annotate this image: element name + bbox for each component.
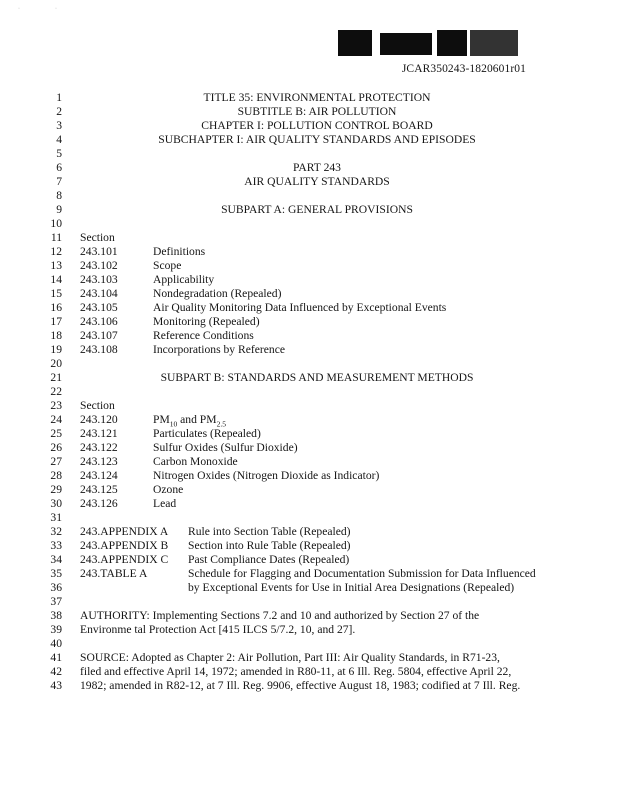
redaction-block (470, 30, 518, 56)
section-number: 243.101 (80, 245, 118, 258)
line-number: 34 (50, 553, 62, 566)
line-number: 12 (50, 245, 62, 258)
appendix-number: 243.APPENDIX B (80, 539, 169, 552)
line-number: 8 (56, 189, 62, 202)
line-number: 5 (56, 147, 62, 160)
section-title: Carbon Monoxide (153, 455, 238, 468)
line-8 (0, 189, 618, 203)
line-29 (0, 483, 618, 497)
line-12 (0, 245, 618, 259)
line-30 (0, 497, 618, 511)
line-number: 20 (50, 357, 62, 370)
table-number: 243.TABLE A (80, 567, 148, 580)
line-number: 43 (50, 679, 62, 692)
line-18 (0, 329, 618, 343)
table-title-continued: by Exceptional Events for Use in Initial Area Designations (Repealed) (188, 581, 515, 594)
line-number: 19 (50, 343, 62, 356)
line-13 (0, 259, 618, 273)
line-number: 33 (50, 539, 62, 552)
section-number: 243.122 (80, 441, 118, 454)
section-number: 243.126 (80, 497, 118, 510)
line-number: 26 (50, 441, 62, 454)
line-40 (0, 637, 618, 651)
section-title: Lead (153, 497, 177, 510)
line-number: 4 (56, 133, 62, 146)
scan-speck: · (55, 6, 57, 12)
line-number: 21 (50, 371, 62, 384)
line-37 (0, 595, 618, 609)
line-number: 31 (50, 511, 62, 524)
line-27 (0, 455, 618, 469)
appendix-number: 243.APPENDIX C (80, 553, 169, 566)
line-5 (0, 147, 618, 161)
section-number: 243.105 (80, 301, 118, 314)
section-number: 243.124 (80, 469, 118, 482)
section-title: Air Quality Monitoring Data Influenced by Exceptional Events (153, 301, 447, 314)
line-number: 3 (56, 119, 62, 132)
section-number: 243.121 (80, 427, 118, 440)
section-title: Sulfur Oxides (Sulfur Dioxide) (153, 441, 298, 454)
line-number: 40 (50, 637, 62, 650)
section-label: Section (80, 399, 115, 412)
section-number: 243.102 (80, 259, 118, 272)
line-23 (0, 399, 618, 413)
line-number: 14 (50, 273, 62, 286)
line-number: 18 (50, 329, 62, 342)
section-title: Nondegradation (Repealed) (153, 287, 282, 300)
line-17 (0, 315, 618, 329)
line-number: 23 (50, 399, 62, 412)
section-title: Particulates (Repealed) (153, 427, 261, 440)
authority-text: Environme tal Protection Act [415 ILCS 5/7.2, 10, and 27]. (80, 623, 356, 636)
line-15 (0, 287, 618, 301)
part-name-heading: AIR QUALITY STANDARDS (244, 175, 390, 188)
line-41 (0, 651, 618, 665)
line-25 (0, 427, 618, 441)
redaction-block (338, 30, 372, 56)
line-3 (0, 119, 618, 133)
line-28 (0, 469, 618, 483)
line-number: 36 (50, 581, 62, 594)
line-number: 41 (50, 651, 62, 664)
line-number: 7 (56, 175, 62, 188)
line-24 (0, 413, 618, 427)
line-33 (0, 539, 618, 553)
line-6 (0, 161, 618, 175)
section-title: Monitoring (Repealed) (153, 315, 260, 328)
line-number: 35 (50, 567, 62, 580)
section-number: 243.106 (80, 315, 118, 328)
section-number: 243.108 (80, 343, 118, 356)
table-title: Schedule for Flagging and Documentation Submission for Data Influenced (188, 567, 536, 580)
line-7 (0, 175, 618, 189)
subpart-b-heading: SUBPART B: STANDARDS AND MEASUREMENT METHODS (160, 371, 474, 384)
section-title: Incorporations by Reference (153, 343, 285, 356)
line-39 (0, 623, 618, 637)
source-text: SOURCE: Adopted as Chapter 2: Air Pollution, Part III: Air Quality Standards, in R71-23, (80, 651, 500, 664)
line-2 (0, 105, 618, 119)
appendix-number: 243.APPENDIX A (80, 525, 169, 538)
section-title: Ozone (153, 483, 184, 496)
line-31 (0, 511, 618, 525)
line-36 (0, 581, 618, 595)
line-19 (0, 343, 618, 357)
line-42 (0, 665, 618, 679)
line-number: 10 (50, 217, 62, 230)
section-title: Nitrogen Oxides (Nitrogen Dioxide as Indicator) (153, 469, 380, 482)
subchapter-heading: SUBCHAPTER I: AIR QUALITY STANDARDS AND EPISODES (158, 133, 476, 146)
line-number: 37 (50, 595, 62, 608)
subpart-a-heading: SUBPART A: GENERAL PROVISIONS (221, 203, 413, 216)
line-20 (0, 357, 618, 371)
line-10 (0, 217, 618, 231)
line-number: 42 (50, 665, 62, 678)
title-heading: TITLE 35: ENVIRONMENTAL PROTECTION (203, 91, 431, 104)
subtitle-heading: SUBTITLE B: AIR POLLUTION (237, 105, 397, 118)
line-35 (0, 567, 618, 581)
line-number: 32 (50, 525, 62, 538)
document-id: JCAR350243-1820601r01 (401, 63, 526, 75)
appendix-title: Rule into Section Table (Repealed) (188, 525, 351, 538)
line-34 (0, 553, 618, 567)
appendix-title: Past Compliance Dates (Repealed) (188, 553, 350, 566)
scan-speck: · (18, 6, 20, 12)
appendix-title: Section into Rule Table (Repealed) (188, 539, 351, 552)
redaction-block (380, 33, 432, 55)
section-title: Definitions (153, 245, 206, 258)
line-number: 30 (50, 497, 62, 510)
section-title: Reference Conditions (153, 329, 254, 342)
line-number: 25 (50, 427, 62, 440)
line-number: 11 (50, 231, 62, 244)
line-number: 39 (50, 623, 62, 636)
line-26 (0, 441, 618, 455)
line-number: 24 (50, 413, 62, 426)
line-number: 13 (50, 259, 62, 272)
section-number: 243.125 (80, 483, 118, 496)
line-number: 28 (50, 469, 62, 482)
source-text: 1982; amended in R82-12, at 7 Ill. Reg. 9906, effective August 18, 1983; codified at 7 Ill. Reg. (80, 679, 521, 692)
line-number: 2 (56, 105, 62, 118)
line-14 (0, 273, 618, 287)
line-number: 15 (50, 287, 62, 300)
source-text: filed and effective April 14, 1972; amended in R80-11, at 6 Ill. Reg. 5804, effective April 22, (80, 665, 512, 678)
section-label: Section (80, 231, 115, 244)
line-21 (0, 371, 618, 385)
line-number: 6 (56, 161, 62, 174)
line-1 (0, 91, 618, 105)
chapter-heading: CHAPTER I: POLLUTION CONTROL BOARD (201, 119, 433, 132)
line-number: 22 (50, 385, 62, 398)
section-number: 243.104 (80, 287, 118, 300)
section-number: 243.123 (80, 455, 118, 468)
line-number: 1 (56, 91, 62, 104)
section-title: Applicability (153, 273, 215, 286)
section-number: 243.120 (80, 413, 118, 426)
line-number: 38 (50, 609, 62, 622)
section-title: Scope (153, 259, 182, 272)
line-4 (0, 133, 618, 147)
line-number: 27 (50, 455, 62, 468)
line-number: 29 (50, 483, 62, 496)
line-32 (0, 525, 618, 539)
part-heading: PART 243 (293, 161, 341, 174)
line-number: 16 (50, 301, 62, 314)
section-title-pm: $PM_{10}$ and $PM_{2.5}$ (153, 413, 226, 429)
line-38 (0, 609, 618, 623)
line-11 (0, 231, 618, 245)
line-number: 9 (56, 203, 62, 216)
line-9 (0, 203, 618, 217)
line-43 (0, 679, 618, 693)
redaction-block (437, 30, 467, 56)
line-16 (0, 301, 618, 315)
line-22 (0, 385, 618, 399)
authority-text: AUTHORITY: Implementing Sections 7.2 and 10 and authorized by Section 27 of the (80, 609, 480, 622)
section-number: 243.107 (80, 329, 118, 342)
section-number: 243.103 (80, 273, 118, 286)
line-number: 17 (50, 315, 62, 328)
